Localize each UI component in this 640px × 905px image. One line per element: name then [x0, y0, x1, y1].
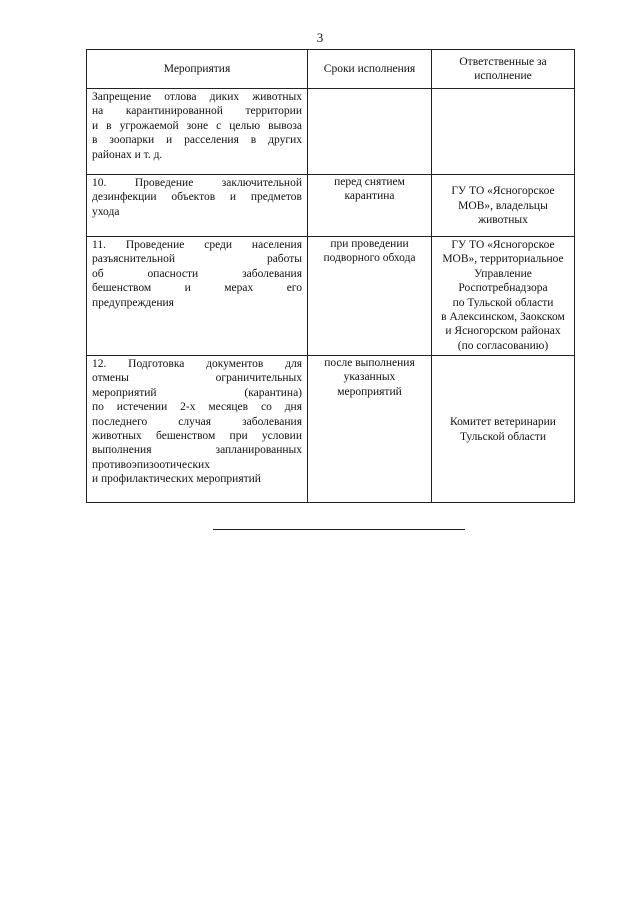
responsible-cell	[432, 356, 575, 503]
measure-line: выполнения запланированных	[92, 444, 302, 457]
measure-cell	[87, 89, 308, 175]
header-deadline: Сроки исполнения	[308, 50, 432, 89]
measure-line: последнего случая заболевания	[92, 415, 302, 428]
deadline-cell: при проведении подворного обхода	[308, 237, 432, 356]
responsible-line: животных	[478, 214, 528, 227]
measure-line: разъяснительной работы	[92, 253, 302, 266]
table-header-row	[87, 50, 575, 89]
measure-line: ухода	[92, 205, 120, 218]
deadline-cell	[308, 89, 432, 175]
responsible-cell	[432, 237, 575, 356]
measure-line: 10. Проведение заключительной	[92, 177, 302, 189]
measure-line: противоэпизоотических	[92, 458, 210, 471]
responsible-line: МОВ», территориальное	[442, 253, 564, 266]
measure-line: дезинфекции объектов и предметов	[92, 191, 302, 204]
responsible-line: Тульской области	[459, 430, 546, 443]
table-row	[87, 89, 575, 175]
responsible-line: в Алексинском, Заокском	[441, 311, 565, 324]
responsible-line: Роспотребнадзора	[458, 282, 548, 295]
measure-line: бешенством и мерах его	[92, 282, 302, 295]
measure-line: в зоопарки и расселения в других	[92, 134, 302, 147]
measures-table	[86, 49, 575, 503]
measure-line: районах и т. д.	[92, 148, 163, 161]
measure-line: и профилактических мероприятий	[92, 473, 261, 486]
responsible-cell	[432, 175, 575, 237]
separator-line	[213, 529, 465, 530]
responsible-line: по Тульской области	[452, 296, 554, 309]
header-measures: Мероприятия	[87, 50, 308, 89]
responsible-line: (по согласованию)	[457, 339, 549, 352]
responsible-cell	[432, 89, 575, 175]
measure-cell	[87, 175, 308, 237]
responsible-line: ГУ ТО «Ясногорское	[451, 185, 555, 198]
measure-line: об опасности заболевания	[92, 267, 302, 280]
measure-cell	[87, 237, 308, 356]
measure-line: животных бешенством при условии	[92, 430, 302, 443]
responsible-line: Управление	[474, 267, 532, 280]
responsible-line: и Ясногорском районах	[445, 325, 561, 338]
measure-line: по истечении 2-х месяцев со дня	[92, 401, 302, 414]
measure-line: 12. Подготовка документов для	[92, 358, 302, 370]
measure-line: отмены ограничительных	[92, 372, 302, 385]
measure-line: 11. Проведение среди населения	[92, 239, 302, 251]
table-row	[87, 356, 575, 503]
header-responsible: Ответственные за исполнение	[432, 50, 575, 89]
measure-line: предупреждения	[92, 296, 174, 309]
responsible-line: МОВ», владельцы	[458, 199, 548, 212]
responsible-line: Комитет ветеринарии	[450, 416, 556, 429]
measure-line: на карантинированной территории	[92, 105, 302, 118]
deadline-cell: после выполнения указанных мероприятий	[308, 356, 432, 503]
measure-cell	[87, 356, 308, 503]
table-row	[87, 237, 575, 356]
responsible-line: ГУ ТО «Ясногорское	[451, 239, 555, 251]
deadline-cell: перед снятием карантина	[308, 175, 432, 237]
measure-line: и в угрожаемой зоне с целью вывоза	[92, 119, 302, 132]
table-row	[87, 175, 575, 237]
measure-line: мероприятий (карантина)	[92, 386, 302, 399]
measure-line: Запрещение отлова диких животных	[92, 91, 302, 103]
page-number: 3	[316, 30, 324, 45]
